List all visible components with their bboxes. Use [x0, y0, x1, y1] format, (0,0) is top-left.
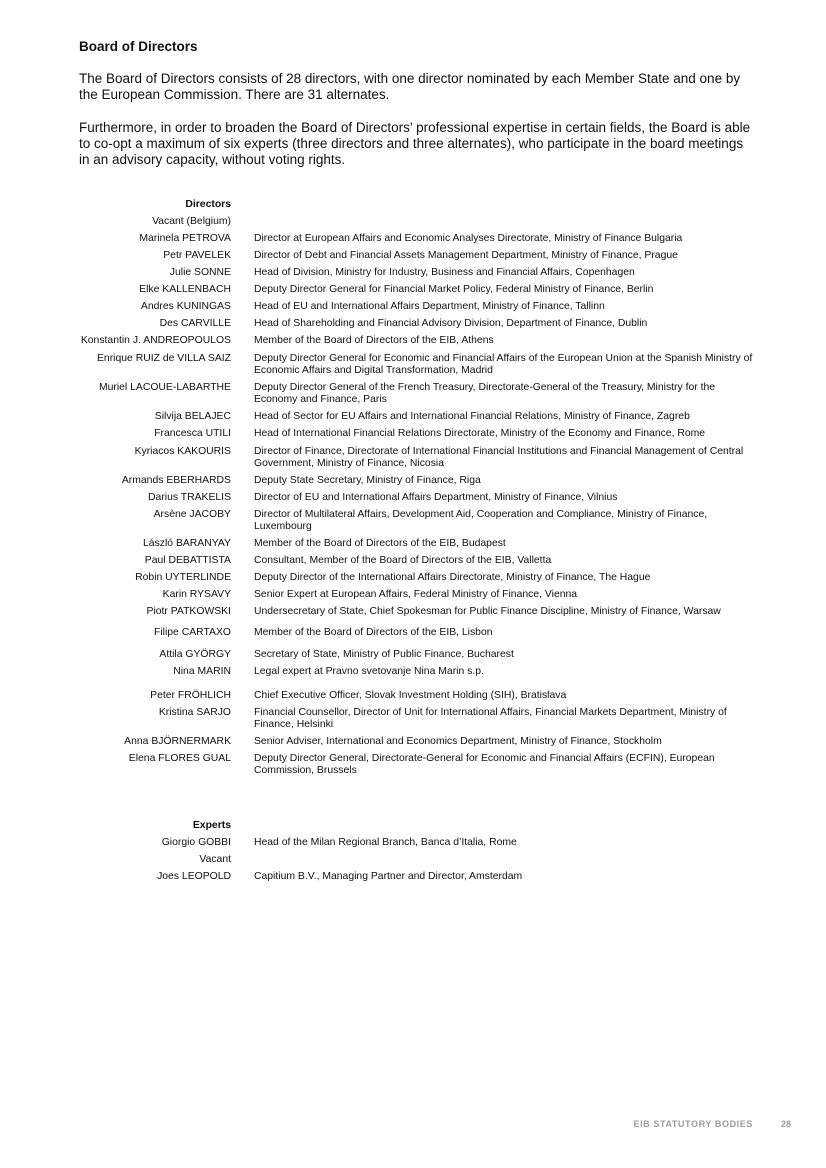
member-name: Karin RYSAVY — [162, 589, 231, 600]
member-name: Des CARVILLE — [159, 318, 231, 329]
member-role: Head of EU and International Affairs Department, Ministry of Finance, Tallinn — [254, 301, 605, 312]
member-name: Robin UYTERLINDE — [135, 572, 231, 583]
member-name: Filipe CARTAXO — [154, 627, 231, 638]
directors-table — [60, 199, 760, 777]
member-name: Piotr PATKOWSKI — [146, 606, 231, 617]
director-row — [60, 233, 760, 245]
member-role: Legal expert at Pravno svetovanje Nina Marin s.p. — [254, 666, 484, 677]
member-role: Financial Counsellor, Director of Unit for International Affairs, Financial Markets Department, Ministry of Finance, Helsinki — [254, 707, 727, 730]
member-role: Deputy Director General of the French Treasury, Directorate-General of the Treasury, Ministry for the Economy and Finance, Paris — [254, 382, 716, 405]
director-row — [60, 284, 760, 296]
director-row — [60, 707, 760, 731]
member-name: Enrique RUIZ de VILLA SAIZ — [97, 353, 231, 364]
member-role: Chief Executive Officer, Slovak Investment Holding (SIH), Bratislava — [254, 690, 567, 701]
directors-heading-row — [60, 199, 760, 211]
member-role: Deputy Director General for Economic and Financial Affairs of the European Union at the Spanish Ministry of Economic Affairs and Digital Transformation, Madrid — [254, 353, 753, 376]
member-name: Attila GYÖRGY — [159, 649, 231, 660]
expert-row — [60, 854, 760, 866]
member-name: Anna BJÖRNERMARK — [124, 736, 231, 747]
director-row — [60, 428, 760, 440]
member-name: Andres KUNINGAS — [140, 301, 231, 312]
member-name: Francesca UTILI — [154, 428, 231, 439]
member-role: Director of Multilateral Affairs, Development Aid, Cooperation and Compliance, Ministry of Finance, Luxembourg — [254, 509, 708, 532]
director-row — [60, 649, 760, 661]
member-role: Director of EU and International Affairs Department, Ministry of Finance, Vilnius — [254, 492, 618, 503]
page-title: Board of Directors — [79, 39, 198, 54]
director-row — [60, 555, 760, 567]
director-row — [60, 509, 760, 533]
director-row — [60, 736, 760, 748]
member-name: Kristina SARJO — [158, 707, 231, 718]
director-row — [60, 627, 760, 639]
member-name: László BARANYAY — [143, 538, 231, 549]
member-name: Petr PAVELEK — [163, 250, 231, 261]
member-role: Head of Sector for EU Affairs and International Financial Relations, Ministry of Finance, Zagreb — [254, 411, 690, 422]
director-row — [60, 753, 760, 777]
member-role: Director of Finance, Directorate of International Financial Institutions and Financial Management of Central Government, Ministry of Finance, Nicosia — [254, 446, 744, 469]
director-row — [60, 411, 760, 423]
director-row — [60, 690, 760, 702]
member-name: Peter FRÖHLICH — [150, 690, 231, 701]
intro-paragraph: The Board of Directors consists of 28 directors, with one director nominated by each Member State and one by the European Commission. There are 31 alternates. — [79, 71, 741, 102]
director-row — [60, 382, 760, 406]
director-row — [60, 318, 760, 330]
expert-row — [60, 837, 760, 849]
expertise-paragraph: Furthermore, in order to broaden the Board of Directors’ professional expertise in certain fields, the Board is able to co-opt a maximum of six experts (three directors and three alternates), who participate in the board meetings in an advisory capacity, without voting rights. — [79, 120, 751, 167]
experts-heading: Experts — [192, 820, 231, 831]
member-role: Consultant, Member of the Board of Directors of the EIB, Valletta — [254, 555, 552, 566]
member-name: Arsène JACOBY — [153, 509, 231, 520]
member-name: Elena FLORES GUAL — [128, 753, 231, 764]
experts-heading-row — [60, 820, 760, 832]
member-role: Senior Expert at European Affairs, Federal Ministry of Finance, Vienna — [254, 589, 578, 600]
member-role: Director at European Affairs and Economic Analyses Directorate, Ministry of Finance Bulgaria — [254, 233, 683, 244]
member-role: Deputy State Secretary, Ministry of Finance, Riga — [254, 475, 481, 486]
director-row — [60, 492, 760, 504]
member-role: Senior Adviser, International and Economics Department, Ministry of Finance, Stockholm — [254, 736, 662, 747]
director-row — [60, 301, 760, 313]
member-role: Head of the Milan Regional Branch, Banca d’Italia, Rome — [254, 837, 517, 848]
member-role: Member of the Board of Directors of the EIB, Lisbon — [254, 627, 493, 638]
member-name: Giorgio GOBBI — [161, 837, 231, 848]
expert-row — [60, 871, 760, 883]
director-row — [60, 572, 760, 584]
member-role: Deputy Director General for Financial Market Policy, Federal Ministry of Finance, Berlin — [254, 284, 654, 295]
member-name: Konstantin J. ANDREOPOULOS — [80, 335, 231, 346]
member-role: Deputy Director of the International Affairs Directorate, Ministry of Finance, The Hague — [254, 572, 651, 583]
page-number: 28 — [780, 1119, 791, 1129]
member-role: Capitium B.V., Managing Partner and Director, Amsterdam — [254, 871, 523, 882]
experts-table — [60, 820, 760, 883]
member-role: Head of Shareholding and Financial Advisory Division, Department of Finance, Dublin — [254, 318, 648, 329]
member-role: Director of Debt and Financial Assets Management Department, Ministry of Finance, Prague — [254, 250, 678, 261]
member-role: Secretary of State, Ministry of Public Finance, Bucharest — [254, 649, 514, 660]
director-row — [60, 666, 760, 678]
member-name: Muriel LACOUE-LABARTHE — [98, 382, 231, 393]
director-row — [60, 353, 760, 377]
member-name: Paul DEBATTISTA — [144, 555, 231, 566]
footer-label: EIB STATUTORY BODIES — [633, 1119, 753, 1129]
member-role: Member of the Board of Directors of the EIB, Athens — [254, 335, 494, 346]
director-row — [60, 475, 760, 487]
director-row — [60, 335, 760, 347]
member-role: Member of the Board of Directors of the EIB, Budapest — [254, 538, 506, 549]
page-footer — [560, 1119, 791, 1129]
member-role: Deputy Director General, Directorate-General for Economic and Financial Affairs (ECFIN), European Commission, Brussels — [254, 753, 715, 776]
member-name: Marinela PETROVA — [139, 233, 231, 244]
member-name: Julie SONNE — [169, 267, 231, 278]
member-name: Armands EBERHARDS — [121, 475, 231, 486]
director-row — [60, 267, 760, 279]
member-role: Undersecretary of State, Chief Spokesman for Public Finance Discipline, Ministry of Finance, Warsaw — [254, 606, 721, 617]
directors-heading: Directors — [185, 199, 231, 210]
member-name: Kyriacos KAKOURIS — [134, 446, 231, 457]
member-name: Darius TRAKELIS — [148, 492, 231, 503]
director-row — [60, 250, 760, 262]
director-row — [60, 538, 760, 550]
member-role: Head of Division, Ministry for Industry, Business and Financial Affairs, Copenhagen — [254, 267, 635, 278]
director-row — [60, 446, 760, 470]
member-name: Vacant (Belgium) — [152, 216, 231, 227]
director-row — [60, 216, 760, 228]
director-row — [60, 589, 760, 601]
director-row — [60, 606, 760, 618]
member-name: Silvija BELAJEC — [154, 411, 231, 422]
member-name: Elke KALLENBACH — [139, 284, 231, 295]
member-name: Nina MARIN — [173, 666, 231, 677]
member-name: Vacant — [199, 854, 231, 865]
member-name: Joes LEOPOLD — [157, 871, 231, 882]
member-role: Head of International Financial Relations Directorate, Ministry of the Economy and Finance, Rome — [254, 428, 706, 439]
